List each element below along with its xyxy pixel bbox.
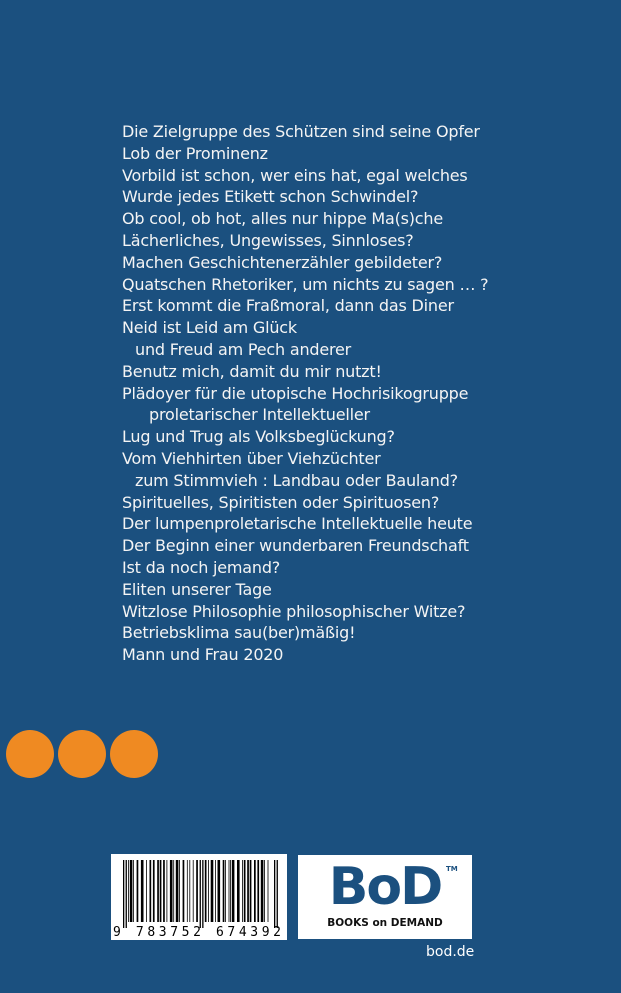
toc-line: Lächerliches, Ungewisses, Sinnloses? bbox=[122, 230, 414, 250]
barcode-bar bbox=[176, 860, 179, 922]
toc-line: Wurde jedes Etikett schon Schwindel? bbox=[122, 187, 419, 207]
barcode-bar bbox=[160, 860, 162, 922]
barcode-graphic bbox=[111, 854, 287, 940]
toc-line: Plädoyer für die utopische Hochrisikogruppe bbox=[122, 383, 469, 403]
toc-line: Lug und Trug als Volksbeglückung? bbox=[122, 427, 395, 447]
toc-line: Benutz mich, damit du mir nutzt! bbox=[122, 361, 382, 381]
barcode-bar bbox=[244, 860, 246, 922]
toc-line: Lob der Prominenz bbox=[122, 143, 268, 163]
decorative-dots bbox=[6, 730, 166, 780]
barcode-bar bbox=[215, 860, 216, 922]
barcode-bar bbox=[189, 860, 190, 922]
barcode-bar bbox=[232, 860, 235, 922]
barcode-bar bbox=[242, 860, 243, 922]
barcode-bar bbox=[250, 860, 252, 922]
barcode-bar bbox=[225, 860, 226, 922]
toc-line: und Freud am Pech anderer bbox=[135, 339, 352, 359]
toc-line: Ob cool, ob hot, alles nur hippe Ma(s)che bbox=[122, 209, 443, 229]
barcode-bar bbox=[187, 860, 188, 922]
barcode-bar bbox=[200, 860, 201, 928]
barcode-bar bbox=[123, 860, 124, 928]
contents-list bbox=[122, 121, 592, 666]
publisher-logo bbox=[298, 855, 472, 939]
barcode-bar bbox=[183, 860, 185, 922]
trademark-mark: TM bbox=[446, 865, 458, 873]
barcode-bar bbox=[261, 860, 264, 922]
barcode-bar bbox=[157, 860, 159, 922]
barcode-bar bbox=[150, 860, 152, 922]
barcode-bar bbox=[247, 860, 249, 922]
barcode-bar bbox=[254, 860, 256, 922]
toc-line: Die Zielgruppe des Schützen sind seine Opfer bbox=[122, 122, 480, 141]
toc-line: Neid ist Leid am Glück bbox=[122, 318, 297, 338]
barcode-bar bbox=[133, 860, 134, 922]
barcode-bar bbox=[130, 860, 133, 922]
toc-line: Der Beginn einer wunderbaren Freundschaft bbox=[122, 536, 469, 556]
barcode-bar bbox=[268, 860, 269, 922]
barcode-bar bbox=[274, 860, 275, 928]
bod-logo-wordmark: BoD bbox=[328, 857, 442, 917]
orange-dot bbox=[6, 730, 54, 778]
barcode-bar bbox=[230, 860, 231, 922]
toc-line: Der lumpenproletarische Intellektuelle heute bbox=[122, 514, 473, 534]
barcode-bar bbox=[202, 860, 203, 928]
barcode-bar bbox=[264, 860, 265, 922]
toc-line: Witzlose Philosophie philosophischer Witze? bbox=[122, 601, 466, 621]
toc-line: Vom Viehhirten über Viehzüchter bbox=[122, 448, 381, 468]
barcode-bar bbox=[208, 860, 209, 922]
barcode-bar bbox=[141, 860, 144, 922]
barcode-digits: 9 783752 674392 bbox=[113, 925, 281, 940]
barcode-bar bbox=[126, 860, 127, 928]
toc-line: Spirituelles, Spiritisten oder Spirituosen? bbox=[122, 492, 440, 512]
barcode-bar bbox=[173, 860, 174, 922]
publisher-website: bod.de bbox=[426, 944, 475, 960]
orange-dot bbox=[58, 730, 106, 778]
barcode-bar bbox=[170, 860, 173, 922]
barcode-bar bbox=[167, 860, 168, 922]
barcode-bar bbox=[128, 860, 129, 922]
barcode-bar bbox=[163, 860, 165, 922]
barcode-bar bbox=[229, 860, 230, 922]
barcode-bar bbox=[237, 860, 240, 922]
barcode-bar bbox=[257, 860, 259, 922]
barcode-bar bbox=[277, 860, 278, 928]
barcode-bar bbox=[205, 860, 207, 922]
barcode-bar bbox=[211, 860, 214, 922]
toc-line: proletarischer Intellektueller bbox=[149, 405, 370, 425]
toc-line: Erst kommt die Fraßmoral, dann das Diner bbox=[122, 296, 454, 316]
toc-line: Ist da noch jemand? bbox=[122, 557, 281, 577]
barcode-bar bbox=[223, 860, 225, 922]
barcode-bar bbox=[146, 860, 147, 922]
barcode-bar bbox=[153, 860, 155, 922]
toc-line: Machen Geschichtenerzähler gebildeter? bbox=[122, 252, 443, 272]
barcode-bar bbox=[218, 860, 221, 922]
toc-line: Eliten unserer Tage bbox=[122, 579, 272, 599]
toc-line: Quatschen Rhetoriker, um nichts zu sagen … ? bbox=[122, 274, 489, 294]
barcode-bar bbox=[179, 860, 180, 922]
toc-line: zum Stimmvieh : Landbau oder Bauland? bbox=[135, 470, 458, 490]
toc-line: Vorbild ist schon, wer eins hat, egal welches bbox=[122, 165, 468, 185]
isbn-barcode bbox=[111, 854, 287, 940]
toc-line: Mann und Frau 2020 bbox=[122, 645, 284, 665]
barcode-bar bbox=[193, 860, 194, 922]
orange-dot bbox=[110, 730, 158, 778]
barcode-bar bbox=[137, 860, 139, 922]
publisher-tagline: BOOKS on DEMAND bbox=[327, 917, 443, 929]
toc-line: Betriebsklima sau(ber)mäßig! bbox=[122, 623, 356, 643]
barcode-bar bbox=[196, 860, 198, 922]
